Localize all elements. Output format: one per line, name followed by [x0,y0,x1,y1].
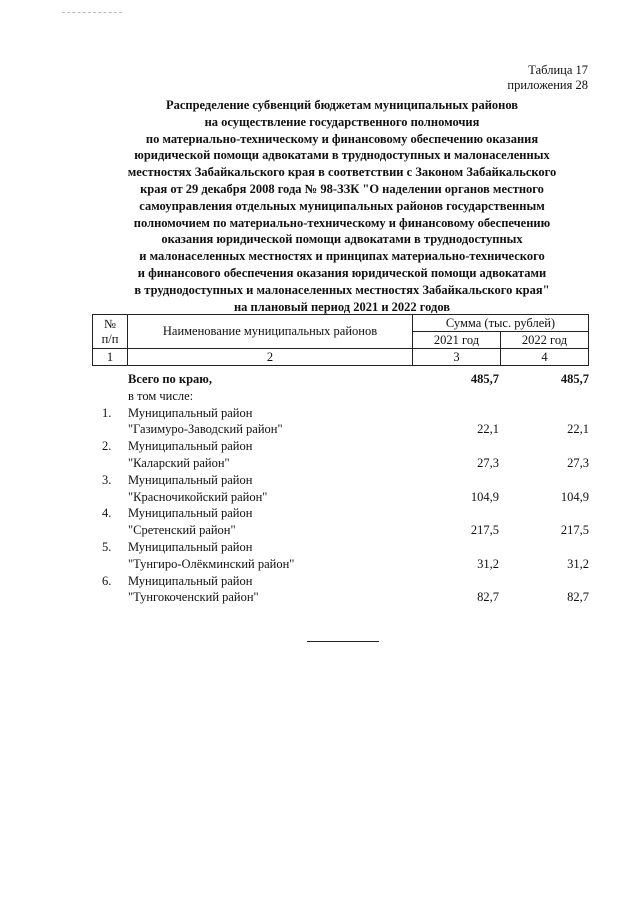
row-number: 1. [102,405,112,420]
including-label: в том числе: [128,388,194,403]
district-type: Муниципальный район [128,405,253,420]
value-2021: 82,7 [477,590,499,605]
row-number: 2. [102,439,112,454]
value-2021: 27,3 [477,455,499,470]
value-2021: 31,2 [477,556,499,571]
district-name: "Сретенский район" [128,523,236,538]
value-2021: 22,1 [477,422,499,437]
title-line: местностях Забайкальского края в соответствии с Законом Забайкальского [127,165,557,180]
table-body [92,371,589,606]
row-number: 6. [102,573,112,588]
closing-rule [307,641,379,642]
header-sum: Сумма (тыс. рублей) [413,315,589,332]
table-row [92,522,589,539]
document-title [92,97,592,315]
total-row [92,371,589,388]
district-type: Муниципальный район [128,472,253,487]
district-name: "Каларский район" [128,455,230,470]
title-line: и малонаселенных местностях и принципах материально-технического [139,249,545,264]
table-number: Таблица 17 [528,63,588,77]
column-index: 2 [128,349,413,366]
district-type: Муниципальный район [128,506,253,521]
value-2022: 27,3 [567,455,589,470]
table-row [92,556,589,573]
table-row [92,573,589,590]
table-row [92,539,589,556]
value-2022: 31,2 [567,556,589,571]
row-number: 5. [102,539,112,554]
district-name: "Газимуро-Заводский район" [128,422,283,437]
subtotal-caption-row [92,388,589,405]
title-line: юридической помощи адвокатами в труднодоступных и малонаселенных [134,148,550,163]
title-line: самоуправления отдельных муниципальных районов государственным [139,198,545,213]
title-line: оказания юридической помощи адвокатами в труднодоступных [161,232,523,247]
table-row [92,489,589,506]
table-row [92,405,589,422]
district-name: "Тунгиро-Олёкминский район" [128,556,295,571]
row-number: 4. [102,506,112,521]
value-2022: 104,9 [560,489,589,504]
table-row [92,589,589,606]
header-year-2022: 2022 год [501,332,589,349]
header-number-cell [93,315,128,349]
header-year-2021: 2021 год [413,332,501,349]
table-header [92,314,589,366]
title-line: по материально-техническому и финансовому обеспечению оказания [145,131,539,146]
title-line: Распределение субвенций бюджетам муниципальных районов [165,98,519,112]
table-row [92,438,589,455]
table-row [92,421,589,438]
appendix-number: приложения 28 [507,78,588,92]
table-row [92,455,589,472]
scan-mark [62,12,122,13]
header-number-symbol: № [104,316,116,331]
row-number: 3. [102,472,112,487]
district-name: "Красночикойский район" [128,489,268,504]
total-label: Всего по краю, [128,372,212,386]
district-type: Муниципальный район [128,439,253,454]
district-type: Муниципальный район [128,539,253,554]
title-line: на плановый период 2021 и 2022 годов [233,299,451,314]
table-reference [507,63,588,93]
value-2021: 104,9 [470,489,499,504]
value-2022: 217,5 [560,523,589,538]
title-line: края от 29 декабря 2008 года № 98-ЗЗК "О наделении органов местного [140,181,544,196]
value-2022: 82,7 [567,590,589,605]
header-district-name: Наименование муниципальных районов [128,315,413,349]
column-index: 3 [413,349,501,366]
title-line: в труднодоступных и малонаселенных местностях Забайкальского края" [134,282,550,297]
total-2022: 485,7 [560,372,589,386]
column-index: 1 [93,349,128,366]
value-2021: 217,5 [470,523,499,538]
column-index: 4 [501,349,589,366]
value-2022: 22,1 [567,422,589,437]
district-type: Муниципальный район [128,573,253,588]
title-line: и финансового обеспечения оказания юридической помощи адвокатами [137,265,547,280]
table-row [92,472,589,489]
title-line: полномочием по материально-техническому и финансовому обеспечению [133,215,551,230]
header-number-abbrev: п/п [101,331,119,346]
title-line: на осуществление государственного полномочия [204,114,480,129]
total-2021: 485,7 [470,372,499,386]
district-name: "Тунгокоченский район" [128,590,259,605]
table-row [92,505,589,522]
